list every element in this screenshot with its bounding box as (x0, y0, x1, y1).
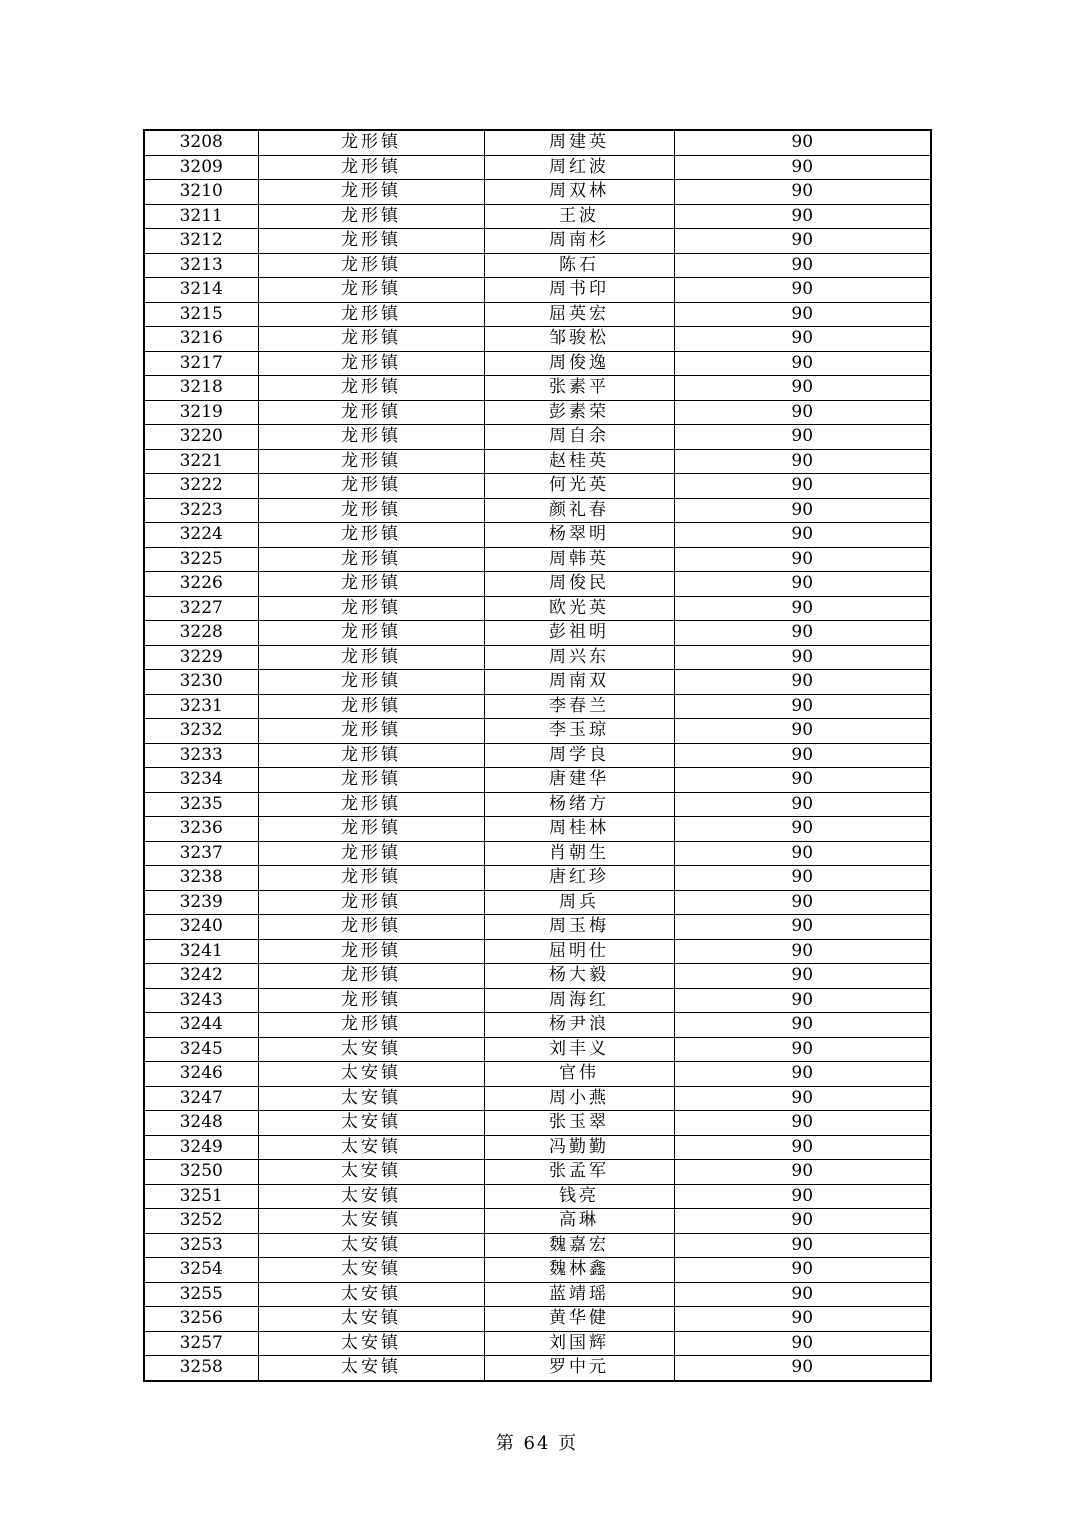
serial-number-cell: 3209 (144, 155, 258, 180)
person-name-cell: 张孟军 (484, 1160, 674, 1185)
town-cell: 龙形镇 (258, 376, 484, 401)
value-cell: 90 (674, 1086, 931, 1111)
person-name-cell: 冯勤勤 (484, 1135, 674, 1160)
table-row (144, 1135, 931, 1160)
serial-number-cell: 3220 (144, 425, 258, 450)
value-cell: 90 (674, 817, 931, 842)
person-name-cell: 周南双 (484, 670, 674, 695)
table-row (144, 1307, 931, 1332)
town-cell: 龙形镇 (258, 939, 484, 964)
value-cell: 90 (674, 278, 931, 303)
value-cell: 90 (674, 155, 931, 180)
table-row (144, 572, 931, 597)
town-cell: 龙形镇 (258, 988, 484, 1013)
town-cell: 太安镇 (258, 1258, 484, 1283)
serial-number-cell: 3217 (144, 351, 258, 376)
town-cell: 龙形镇 (258, 866, 484, 891)
value-cell: 90 (674, 376, 931, 401)
table-row (144, 204, 931, 229)
town-cell: 太安镇 (258, 1209, 484, 1234)
serial-number-cell: 3225 (144, 547, 258, 572)
person-name-cell: 周南杉 (484, 229, 674, 254)
value-cell: 90 (674, 1062, 931, 1087)
person-name-cell: 黄华健 (484, 1307, 674, 1332)
serial-number-cell: 3257 (144, 1331, 258, 1356)
serial-number-cell: 3211 (144, 204, 258, 229)
value-cell: 90 (674, 351, 931, 376)
person-name-cell: 邹骏松 (484, 327, 674, 352)
person-name-cell: 颜礼春 (484, 498, 674, 523)
person-name-cell: 魏林鑫 (484, 1258, 674, 1283)
town-cell: 龙形镇 (258, 302, 484, 327)
table-row (144, 523, 931, 548)
person-name-cell: 周小燕 (484, 1086, 674, 1111)
serial-number-cell: 3251 (144, 1184, 258, 1209)
serial-number-cell: 3216 (144, 327, 258, 352)
town-cell: 龙形镇 (258, 964, 484, 989)
value-cell: 90 (674, 498, 931, 523)
person-name-cell: 陈石 (484, 253, 674, 278)
table-row (144, 890, 931, 915)
person-name-cell: 官伟 (484, 1062, 674, 1087)
person-name-cell: 屈英宏 (484, 302, 674, 327)
table-row (144, 964, 931, 989)
serial-number-cell: 3242 (144, 964, 258, 989)
serial-number-cell: 3237 (144, 841, 258, 866)
person-name-cell: 唐建华 (484, 768, 674, 793)
person-name-cell: 周双林 (484, 180, 674, 205)
value-cell: 90 (674, 1307, 931, 1332)
serial-number-cell: 3255 (144, 1282, 258, 1307)
value-cell: 90 (674, 1356, 931, 1381)
town-cell: 龙形镇 (258, 841, 484, 866)
town-cell: 龙形镇 (258, 278, 484, 303)
table-row (144, 1356, 931, 1381)
table-row (144, 1013, 931, 1038)
table-row (144, 253, 931, 278)
value-cell: 90 (674, 841, 931, 866)
town-cell: 龙形镇 (258, 449, 484, 474)
table-row (144, 498, 931, 523)
town-cell: 龙形镇 (258, 400, 484, 425)
town-cell: 龙形镇 (258, 645, 484, 670)
table-row (144, 130, 931, 155)
table-row (144, 400, 931, 425)
serial-number-cell: 3219 (144, 400, 258, 425)
value-cell: 90 (674, 768, 931, 793)
value-cell: 90 (674, 1233, 931, 1258)
serial-number-cell: 3210 (144, 180, 258, 205)
serial-number-cell: 3212 (144, 229, 258, 254)
town-cell: 龙形镇 (258, 253, 484, 278)
value-cell: 90 (674, 1184, 931, 1209)
table-row (144, 817, 931, 842)
value-cell: 90 (674, 1111, 931, 1136)
person-name-cell: 周俊民 (484, 572, 674, 597)
person-name-cell: 罗中元 (484, 1356, 674, 1381)
serial-number-cell: 3250 (144, 1160, 258, 1185)
town-cell: 龙形镇 (258, 180, 484, 205)
table-row (144, 939, 931, 964)
serial-number-cell: 3243 (144, 988, 258, 1013)
person-name-cell: 李玉琼 (484, 719, 674, 744)
town-cell: 龙形镇 (258, 572, 484, 597)
serial-number-cell: 3234 (144, 768, 258, 793)
person-name-cell: 唐红珍 (484, 866, 674, 891)
person-name-cell: 张玉翠 (484, 1111, 674, 1136)
town-cell: 龙形镇 (258, 229, 484, 254)
table-row (144, 596, 931, 621)
serial-number-cell: 3232 (144, 719, 258, 744)
value-cell: 90 (674, 572, 931, 597)
town-cell: 太安镇 (258, 1282, 484, 1307)
serial-number-cell: 3233 (144, 743, 258, 768)
serial-number-cell: 3247 (144, 1086, 258, 1111)
table-row (144, 1209, 931, 1234)
town-cell: 龙形镇 (258, 327, 484, 352)
value-cell: 90 (674, 327, 931, 352)
value-cell: 90 (674, 792, 931, 817)
person-name-cell: 王波 (484, 204, 674, 229)
person-name-cell: 钱亮 (484, 1184, 674, 1209)
records-table-body (144, 130, 931, 1381)
serial-number-cell: 3246 (144, 1062, 258, 1087)
person-name-cell: 周兴东 (484, 645, 674, 670)
town-cell: 龙形镇 (258, 596, 484, 621)
person-name-cell: 周韩英 (484, 547, 674, 572)
table-row (144, 302, 931, 327)
table-row (144, 180, 931, 205)
town-cell: 龙形镇 (258, 719, 484, 744)
town-cell: 龙形镇 (258, 792, 484, 817)
person-name-cell: 张素平 (484, 376, 674, 401)
person-name-cell: 肖朝生 (484, 841, 674, 866)
person-name-cell: 欧光英 (484, 596, 674, 621)
town-cell: 龙形镇 (258, 547, 484, 572)
town-cell: 龙形镇 (258, 351, 484, 376)
value-cell: 90 (674, 1331, 931, 1356)
person-name-cell: 杨大毅 (484, 964, 674, 989)
table-row (144, 229, 931, 254)
town-cell: 龙形镇 (258, 523, 484, 548)
person-name-cell: 杨尹浪 (484, 1013, 674, 1038)
page-number: 第 64 页 (495, 1433, 579, 1454)
town-cell: 龙形镇 (258, 621, 484, 646)
serial-number-cell: 3213 (144, 253, 258, 278)
serial-number-cell: 3249 (144, 1135, 258, 1160)
person-name-cell: 高琳 (484, 1209, 674, 1234)
person-name-cell: 周兵 (484, 890, 674, 915)
serial-number-cell: 3228 (144, 621, 258, 646)
person-name-cell: 周海红 (484, 988, 674, 1013)
town-cell: 龙形镇 (258, 204, 484, 229)
value-cell: 90 (674, 1209, 931, 1234)
table-row (144, 1258, 931, 1283)
serial-number-cell: 3230 (144, 670, 258, 695)
serial-number-cell: 3231 (144, 694, 258, 719)
value-cell: 90 (674, 1135, 931, 1160)
serial-number-cell: 3229 (144, 645, 258, 670)
person-name-cell: 彭祖明 (484, 621, 674, 646)
town-cell: 龙形镇 (258, 890, 484, 915)
table-row (144, 278, 931, 303)
value-cell: 90 (674, 719, 931, 744)
table-row (144, 1160, 931, 1185)
table-row (144, 376, 931, 401)
serial-number-cell: 3214 (144, 278, 258, 303)
person-name-cell: 赵桂英 (484, 449, 674, 474)
town-cell: 龙形镇 (258, 1013, 484, 1038)
town-cell: 太安镇 (258, 1160, 484, 1185)
serial-number-cell: 3227 (144, 596, 258, 621)
value-cell: 90 (674, 523, 931, 548)
table-row (144, 155, 931, 180)
value-cell: 90 (674, 694, 931, 719)
serial-number-cell: 3245 (144, 1037, 258, 1062)
value-cell: 90 (674, 229, 931, 254)
town-cell: 太安镇 (258, 1307, 484, 1332)
value-cell: 90 (674, 547, 931, 572)
serial-number-cell: 3244 (144, 1013, 258, 1038)
person-name-cell: 刘国辉 (484, 1331, 674, 1356)
table-row (144, 841, 931, 866)
person-name-cell: 杨绪方 (484, 792, 674, 817)
town-cell: 太安镇 (258, 1356, 484, 1381)
value-cell: 90 (674, 670, 931, 695)
town-cell: 龙形镇 (258, 670, 484, 695)
table-row (144, 915, 931, 940)
serial-number-cell: 3223 (144, 498, 258, 523)
town-cell: 太安镇 (258, 1037, 484, 1062)
town-cell: 龙形镇 (258, 498, 484, 523)
person-name-cell: 李春兰 (484, 694, 674, 719)
serial-number-cell: 3208 (144, 130, 258, 155)
value-cell: 90 (674, 400, 931, 425)
table-row (144, 449, 931, 474)
value-cell: 90 (674, 596, 931, 621)
value-cell: 90 (674, 939, 931, 964)
value-cell: 90 (674, 449, 931, 474)
town-cell: 太安镇 (258, 1184, 484, 1209)
person-name-cell: 周学良 (484, 743, 674, 768)
serial-number-cell: 3254 (144, 1258, 258, 1283)
value-cell: 90 (674, 130, 931, 155)
table-row (144, 1282, 931, 1307)
value-cell: 90 (674, 1013, 931, 1038)
table-row (144, 719, 931, 744)
table-row (144, 792, 931, 817)
serial-number-cell: 3256 (144, 1307, 258, 1332)
table-row (144, 1184, 931, 1209)
serial-number-cell: 3252 (144, 1209, 258, 1234)
town-cell: 龙形镇 (258, 817, 484, 842)
value-cell: 90 (674, 180, 931, 205)
serial-number-cell: 3248 (144, 1111, 258, 1136)
town-cell: 太安镇 (258, 1062, 484, 1087)
person-name-cell: 魏嘉宏 (484, 1233, 674, 1258)
table-row (144, 621, 931, 646)
table-row (144, 327, 931, 352)
serial-number-cell: 3224 (144, 523, 258, 548)
town-cell: 龙形镇 (258, 425, 484, 450)
serial-number-cell: 3240 (144, 915, 258, 940)
table-row (144, 351, 931, 376)
person-name-cell: 屈明仕 (484, 939, 674, 964)
table-row (144, 1233, 931, 1258)
person-name-cell: 彭素荣 (484, 400, 674, 425)
table-row (144, 1037, 931, 1062)
value-cell: 90 (674, 425, 931, 450)
serial-number-cell: 3226 (144, 572, 258, 597)
table-row (144, 1062, 931, 1087)
table-row (144, 645, 931, 670)
person-name-cell: 周桂林 (484, 817, 674, 842)
table-row (144, 988, 931, 1013)
serial-number-cell: 3241 (144, 939, 258, 964)
serial-number-cell: 3258 (144, 1356, 258, 1381)
value-cell: 90 (674, 1258, 931, 1283)
person-name-cell: 周自余 (484, 425, 674, 450)
value-cell: 90 (674, 890, 931, 915)
town-cell: 太安镇 (258, 1086, 484, 1111)
serial-number-cell: 3235 (144, 792, 258, 817)
person-name-cell: 周俊逸 (484, 351, 674, 376)
table-row (144, 474, 931, 499)
person-name-cell: 何光英 (484, 474, 674, 499)
town-cell: 龙形镇 (258, 155, 484, 180)
table-row (144, 1086, 931, 1111)
table-row (144, 743, 931, 768)
serial-number-cell: 3222 (144, 474, 258, 499)
town-cell: 龙形镇 (258, 915, 484, 940)
value-cell: 90 (674, 866, 931, 891)
town-cell: 太安镇 (258, 1233, 484, 1258)
town-cell: 太安镇 (258, 1111, 484, 1136)
person-name-cell: 刘丰义 (484, 1037, 674, 1062)
value-cell: 90 (674, 253, 931, 278)
serial-number-cell: 3215 (144, 302, 258, 327)
table-row (144, 694, 931, 719)
person-name-cell: 杨翠明 (484, 523, 674, 548)
person-name-cell: 周红波 (484, 155, 674, 180)
table-row (144, 425, 931, 450)
value-cell: 90 (674, 743, 931, 768)
serial-number-cell: 3253 (144, 1233, 258, 1258)
serial-number-cell: 3239 (144, 890, 258, 915)
table-row (144, 1331, 931, 1356)
value-cell: 90 (674, 1160, 931, 1185)
table-row (144, 768, 931, 793)
value-cell: 90 (674, 1037, 931, 1062)
serial-number-cell: 3238 (144, 866, 258, 891)
table-row (144, 1111, 931, 1136)
value-cell: 90 (674, 1282, 931, 1307)
serial-number-cell: 3236 (144, 817, 258, 842)
table-row (144, 866, 931, 891)
value-cell: 90 (674, 302, 931, 327)
value-cell: 90 (674, 645, 931, 670)
value-cell: 90 (674, 915, 931, 940)
town-cell: 龙形镇 (258, 130, 484, 155)
value-cell: 90 (674, 621, 931, 646)
town-cell: 龙形镇 (258, 474, 484, 499)
value-cell: 90 (674, 988, 931, 1013)
table-row (144, 547, 931, 572)
town-cell: 龙形镇 (258, 694, 484, 719)
serial-number-cell: 3221 (144, 449, 258, 474)
person-name-cell: 蓝靖瑶 (484, 1282, 674, 1307)
person-name-cell: 周书印 (484, 278, 674, 303)
person-name-cell: 周玉梅 (484, 915, 674, 940)
town-cell: 龙形镇 (258, 768, 484, 793)
value-cell: 90 (674, 474, 931, 499)
town-cell: 龙形镇 (258, 743, 484, 768)
serial-number-cell: 3218 (144, 376, 258, 401)
records-table (143, 129, 932, 1382)
person-name-cell: 周建英 (484, 130, 674, 155)
town-cell: 太安镇 (258, 1135, 484, 1160)
town-cell: 太安镇 (258, 1331, 484, 1356)
value-cell: 90 (674, 204, 931, 229)
table-row (144, 670, 931, 695)
value-cell: 90 (674, 964, 931, 989)
